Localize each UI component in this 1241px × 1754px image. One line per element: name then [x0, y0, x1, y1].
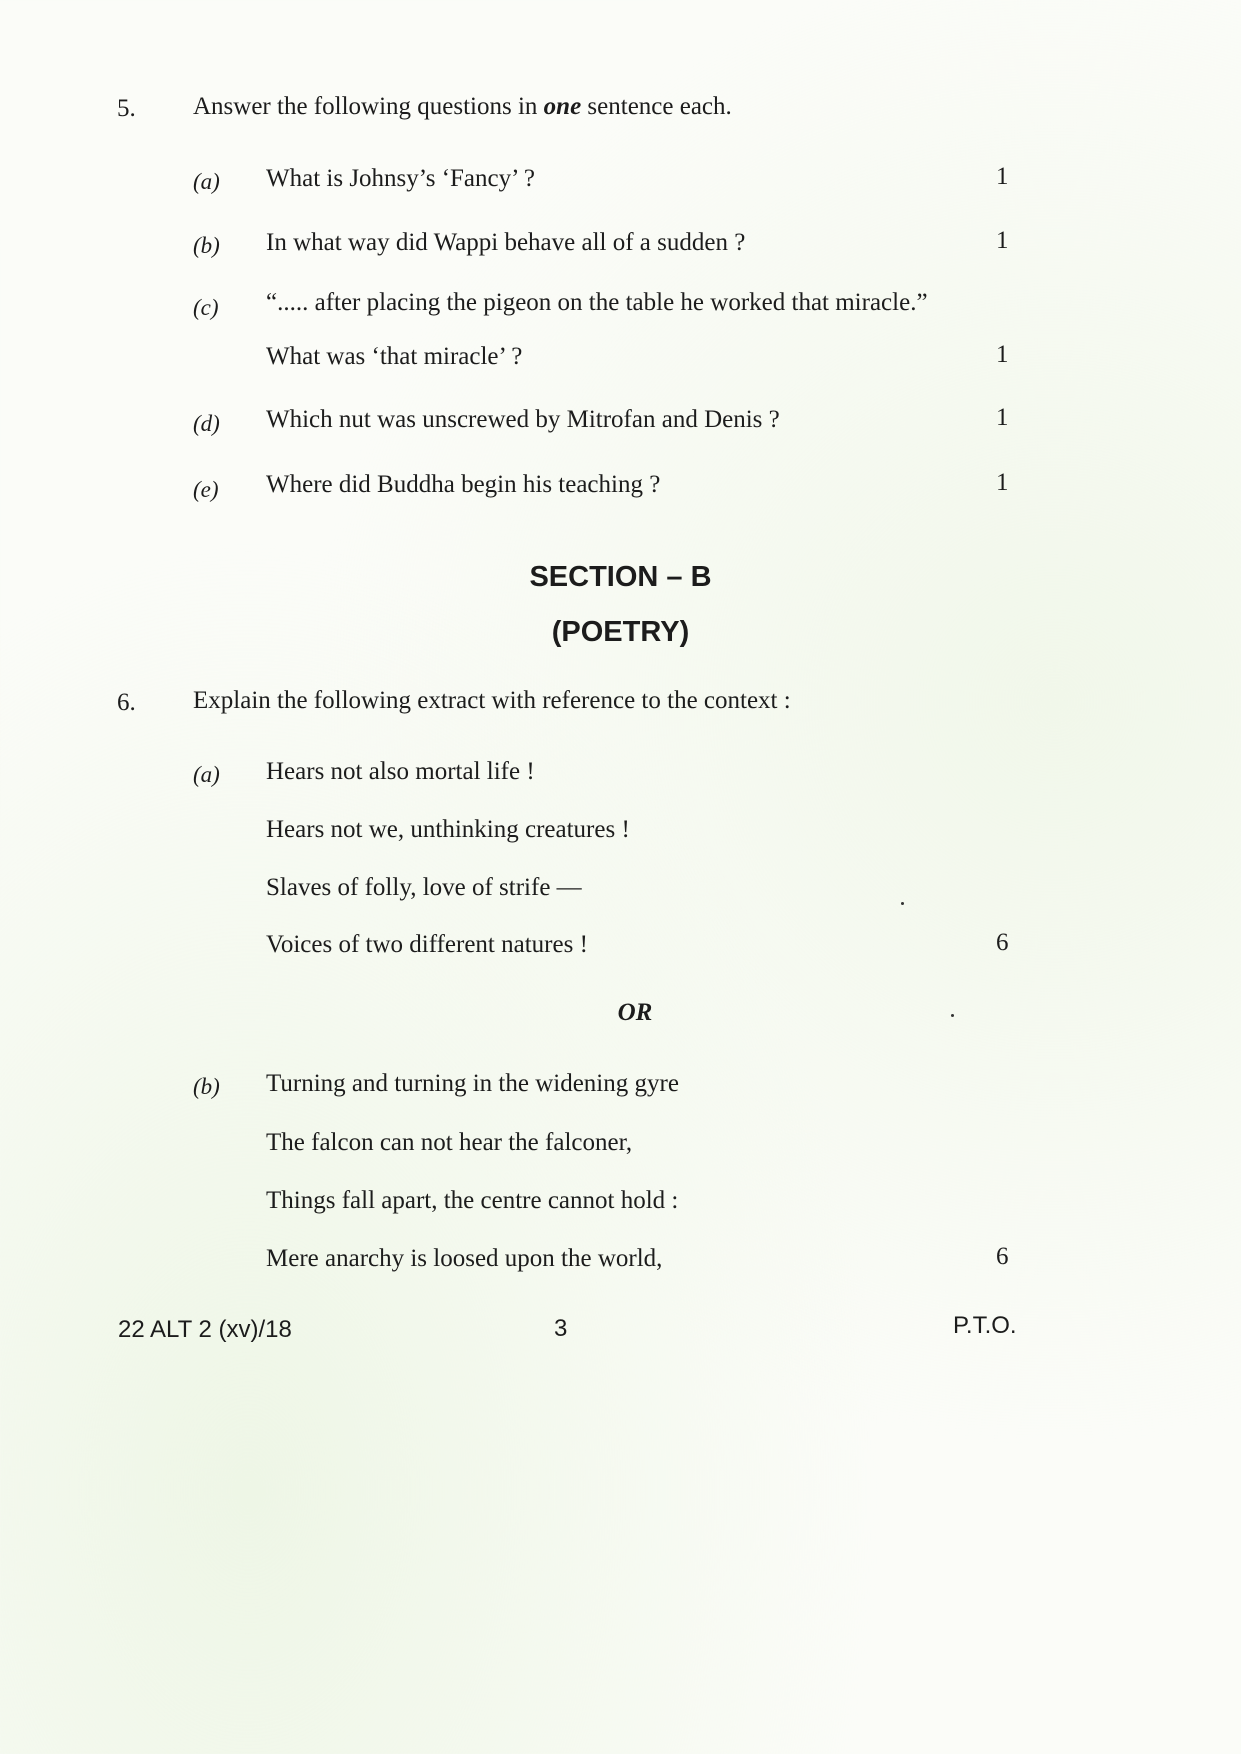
q6-b-marks: 6 [996, 1243, 1009, 1270]
page-number: 3 [554, 1315, 568, 1342]
q6-a-line-1: Hears not also mortal life ! [266, 758, 535, 785]
section-title: SECTION – B [529, 561, 712, 593]
q5-c-marks: 1 [996, 341, 1009, 368]
q6-a-line-4: Voices of two different natures ! [266, 931, 588, 958]
scan-speck [951, 1014, 954, 1017]
q5-number: 5. [117, 95, 136, 122]
q5-a-marks: 1 [996, 163, 1009, 190]
q5-instruction: Answer the following questions in one sentence each. [193, 93, 732, 120]
q6-number: 6. [117, 689, 136, 716]
q6-b-line-1: Turning and turning in the widening gyre [266, 1070, 679, 1097]
q6-b-line-2: The falcon can not hear the falconer, [266, 1129, 633, 1156]
q5-a-label: (a) [193, 169, 220, 194]
or-separator: OR [617, 999, 653, 1026]
q6-a-line-2: Hears not we, unthinking creatures ! [266, 816, 630, 843]
paper-code: 22 ALT 2 (xv)/18 [118, 1316, 292, 1343]
q5-c-question: What was ‘that miracle’ ? [266, 343, 523, 370]
pto-label: P.T.O. [953, 1312, 1017, 1339]
q5-c-quote: “..... after placing the pigeon on the table he worked that miracle.” [266, 289, 928, 316]
q5-b-question: In what way did Wappi behave all of a sudden ? [266, 229, 746, 256]
q6-a-label: (a) [193, 762, 220, 787]
q5-b-label: (b) [193, 233, 220, 258]
section-subtitle: (POETRY) [551, 616, 690, 648]
q5-e-question: Where did Buddha begin his teaching ? [266, 471, 661, 498]
q5-e-label: (e) [193, 477, 219, 502]
q6-a-line-3: Slaves of folly, love of strife — [266, 874, 582, 901]
q5-d-question: Which nut was unscrewed by Mitrofan and Denis ? [266, 406, 780, 433]
q6-a-marks: 6 [996, 929, 1009, 956]
q6-b-line-4: Mere anarchy is loosed upon the world, [266, 1245, 663, 1272]
q6-b-label: (b) [193, 1074, 220, 1099]
q5-a-question: What is Johnsy’s ‘Fancy’ ? [266, 165, 535, 192]
q5-d-label: (d) [193, 411, 220, 436]
q6-b-line-3: Things fall apart, the centre cannot hold : [266, 1187, 679, 1214]
q5-d-marks: 1 [996, 404, 1009, 431]
q5-c-label: (c) [193, 295, 219, 320]
scan-speck [901, 902, 904, 905]
q5-b-marks: 1 [996, 227, 1009, 254]
q6-instruction: Explain the following extract with reference to the context : [193, 687, 791, 714]
q5-e-marks: 1 [996, 469, 1009, 496]
